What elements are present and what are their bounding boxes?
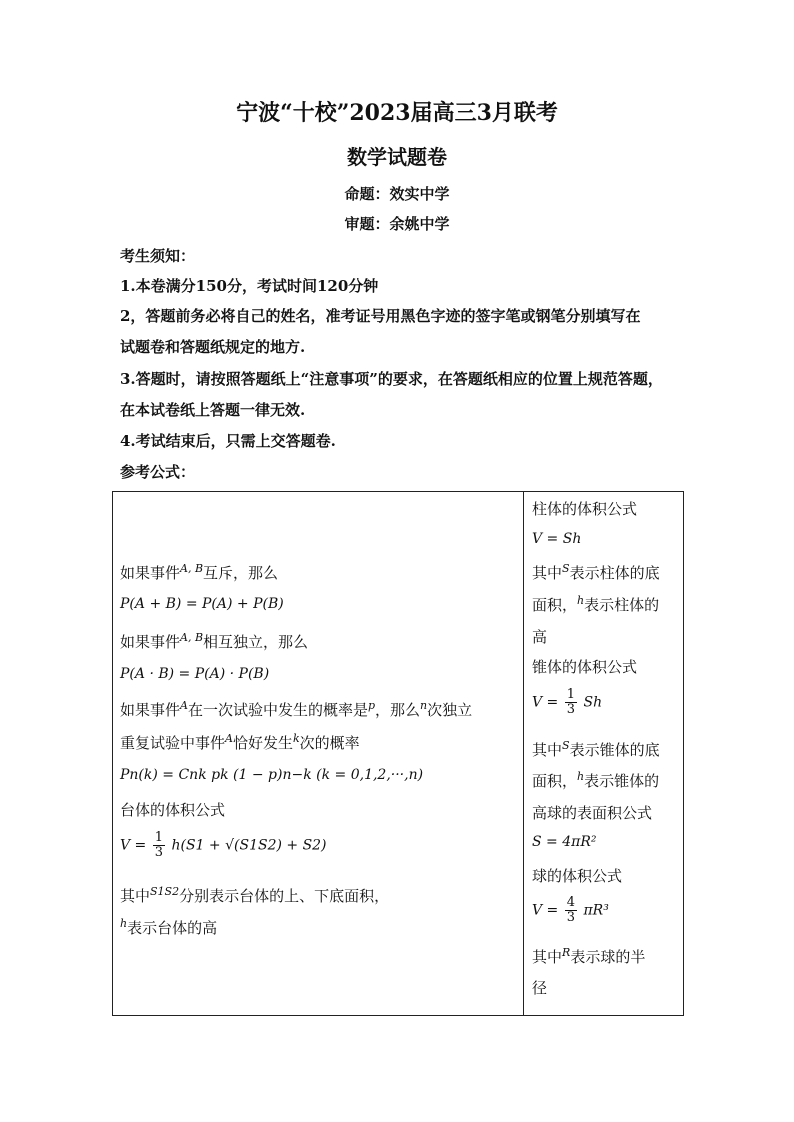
sphere-note-1: 其中$^R$表示球的半 <box>532 946 646 966</box>
notice-item: 2，答题前务必将自己的姓名，准考证号用黑色字迹的签字笔或钢笔分别填写在 <box>120 307 641 325</box>
pyramid-note-1: 其中$^S$表示锥体的底 <box>532 739 660 759</box>
formulas-heading: 参考公式： <box>120 463 196 481</box>
frustum-height-note: $^h$表示台体的高 <box>120 917 218 937</box>
author-line: 命题：效实中学 <box>344 185 450 203</box>
sphere-note-2: 径 <box>532 979 548 997</box>
binomial-line-2: 重复试验中事件$^A$恰好发生$^k$次的概率 <box>120 732 360 752</box>
indep-line: 如果事件$^{A, B}$相互独立，那么 <box>120 631 309 651</box>
sphere-area-heading: 高球的表面积公式 <box>532 804 653 822</box>
prism-note-1: 其中$^S$表示柱体的底 <box>532 562 660 582</box>
notice-heading: 考生须知： <box>120 247 196 265</box>
sphere-volume-fraction: $\frac{4}{3}$ <box>566 895 576 925</box>
prism-note-2: 面积，$^h$表示柱体的 <box>532 594 660 614</box>
formula-left-cell <box>113 492 524 1016</box>
sphere-volume-formula: V = $\frac{4}{3}$ πR³ <box>532 895 609 925</box>
binomial-formula: Pn(k) = Cnk pk (1 − p)n−k (k = 0,1,2,···,n) <box>120 767 424 783</box>
notice-item: 4.考试结束后，只需上交答题卷. <box>120 432 336 450</box>
notice-item: 1.本卷满分150分，考试时间120分钟 <box>120 277 379 295</box>
page-title: 宁波“十校”2023届高三3月联考 <box>236 100 558 126</box>
prism-note-3: 高 <box>532 628 548 646</box>
notice-item: 在本试卷纸上答题一律无效. <box>120 401 306 419</box>
pyramid-fraction: $\frac{1}{3}$ <box>566 687 576 717</box>
frustum-heading: 台体的体积公式 <box>120 801 226 819</box>
pyramid-formula: V = $\frac{1}{3}$ Sh <box>532 687 603 717</box>
pyramid-note-2: 面积，$^h$表示锥体的 <box>532 770 660 790</box>
binomial-line-1: 如果事件$^A$在一次试验中发生的概率是$^p$，那么$^n$次独立 <box>120 699 473 719</box>
reviewer-line: 审题：余姚中学 <box>344 215 450 233</box>
formula-table <box>112 491 684 1016</box>
prism-formula: V = Sh <box>532 531 582 547</box>
sphere-volume-heading: 球的体积公式 <box>532 867 623 885</box>
notice-item: 3.答题时，请按照答题纸上“注意事项”的要求，在答题纸相应的位置上规范答题， <box>120 370 663 388</box>
formula-right-cell <box>524 492 684 1016</box>
indep-vars: A, B <box>180 631 204 644</box>
mutex-line: 如果事件$^{A, B}$互斥，那么 <box>120 562 279 582</box>
pyramid-heading: 锥体的体积公式 <box>532 658 638 676</box>
sphere-area-formula: S = 4πR² <box>532 834 597 850</box>
mutex-formula: P(A + B) = P(A) + P(B) <box>120 596 284 612</box>
page-subtitle: 数学试题卷 <box>347 145 447 169</box>
frustum-formula: V = $\frac{1}{3}$ h(S1 + √(S1S2) + S2) <box>120 830 327 860</box>
prism-heading: 柱体的体积公式 <box>532 500 638 518</box>
frustum-fraction: $\frac{1}{3}$ <box>154 830 164 860</box>
indep-formula: P(A · B) = P(A) · P(B) <box>120 666 270 682</box>
mutex-vars: A, B <box>180 562 204 575</box>
notice-item: 试题卷和答题纸规定的地方. <box>120 338 306 356</box>
frustum-note: 其中$^{S1S2}$分别表示台体的上、下底面积， <box>120 885 390 905</box>
